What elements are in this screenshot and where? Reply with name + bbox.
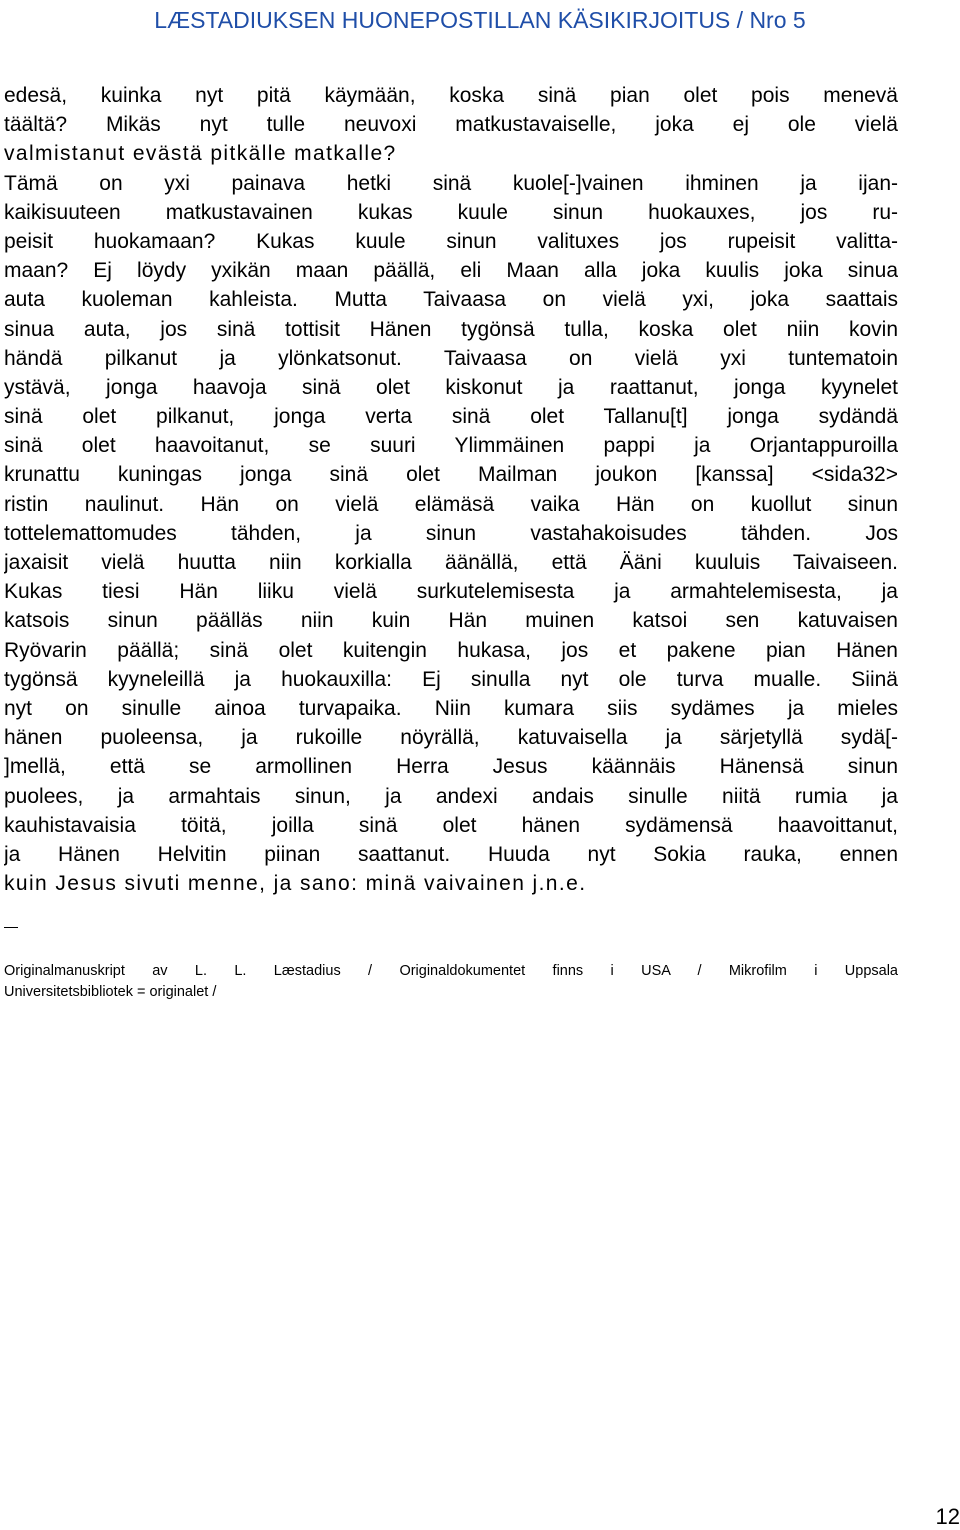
- body-line: nyt on sinulle ainoa turvapaika. Niin kumara siis sydämes ja mieles: [4, 696, 898, 720]
- body-line: kauhistavaisia töitä, joilla sinä olet hänen sydämensä haavoittanut,: [4, 813, 898, 837]
- footnote-line: Universitetsbibliotek = originalet /: [4, 983, 217, 1000]
- page-header: LÆSTADIUKSEN HUONEPOSTILLAN KÄSIKIRJOITUS / Nro 5: [154, 7, 806, 33]
- body-line: kaikisuuteen matkustavainen kukas kuule sinun huokauxes, jos ru-: [4, 200, 898, 224]
- body-line: tygönsä kyyneleillä ja huokauxilla: Ej sinulla nyt ole turva mualle. Siinä: [4, 667, 898, 691]
- body-line: maan? Ej löydy yxikän maan päällä, eli Maan alla joka kuulis joka sinua: [4, 259, 898, 283]
- body-line: ystävä, jonga haavoja sinä olet kiskonut ja raattanut, jonga kyynelet: [4, 375, 898, 399]
- body-line: sinä olet pilkanut, jonga verta sinä olet Tallanu[t] jonga sydändä: [4, 405, 898, 429]
- body-line: tottelemattomudes tähden, ja sinun vastahakoisudes tähden. Jos: [4, 521, 898, 545]
- body-line: auta kuoleman kahleista. Mutta Taivaasa on vielä yxi, joka saattais: [4, 288, 898, 312]
- footnote-separator: [4, 927, 18, 928]
- footnote: [4, 961, 898, 1002]
- body-line: täältä? Mikäs nyt tulle neuvoxi matkustavaiselle, joka ej ole vielä: [4, 113, 898, 137]
- body-line: sinä olet haavoitanut, se suuri Ylimmäinen pappi ja Orjantappuroilla: [4, 434, 898, 458]
- body-line: katsois sinun päälläs niin kuin Hän muinen katsoi sen katuvaisen: [4, 609, 898, 633]
- body-line: jaxaisit vielä huutta niin korkialla äänällä, että Ääni kuuluis Taivaiseen.: [4, 551, 898, 574]
- body-line: puolees, ja armahtais sinun, ja andexi andais sinulle niitä rumia ja: [4, 784, 898, 808]
- body-line: sinua auta, jos sinä tottisit Hänen tygönsä tulla, koska olet niin kovin: [4, 317, 898, 341]
- body-line: händä pilkanut ja ylönkatsonut. Taivaasa on vielä yxi tuntematoin: [4, 346, 898, 370]
- body-line: ristin naulinut. Hän on vielä elämäsä vaika Hän on kuollut sinun: [4, 492, 898, 516]
- body-line: hänen puoleensa, ja rukoille nöyrällä, katuvaisella ja särjetyllä sydä[-: [4, 726, 898, 750]
- footnote-line: Originalmanuskript av L. L. Læstadius / Originaldokumentet finns i USA / Mikrofilm i Uppsala: [4, 963, 898, 979]
- manuscript-body-text: [4, 81, 898, 898]
- page-number: 12: [935, 1504, 960, 1529]
- body-line: krunattu kuningas jonga sinä olet Mailman joukon [kanssa] <sida32>: [4, 463, 898, 487]
- body-line: Kukas tiesi Hän liiku vielä surkutelemisesta ja armahtelemisesta, ja: [4, 580, 898, 604]
- body-line: ]mellä, että se armollinen Herra Jesus käännäis Hänensä sinun: [4, 755, 898, 779]
- body-line: valmistanut evästä pitkälle matkalle?: [4, 142, 397, 166]
- body-line: ja Hänen Helvitin piinan saattanut. Huuda nyt Sokia rauka, ennen: [4, 842, 898, 866]
- body-line: Tämä on yxi painava hetki sinä kuole[-]vainen ihminen ja ijan-: [4, 171, 898, 195]
- body-line: kuin Jesus sivuti menne, ja sano: minä vaivainen j.n.e.: [4, 872, 587, 896]
- body-line: peisit huokamaan? Kukas kuule sinun valituxes jos rupeisit valitta-: [4, 229, 898, 253]
- body-line: Ryövarin päällä; sinä olet kuitengin hukasa, jos et pakene pian Hänen: [4, 638, 898, 662]
- body-line: edesä, kuinka nyt pitä käymään, koska sinä pian olet pois menevä: [4, 84, 898, 107]
